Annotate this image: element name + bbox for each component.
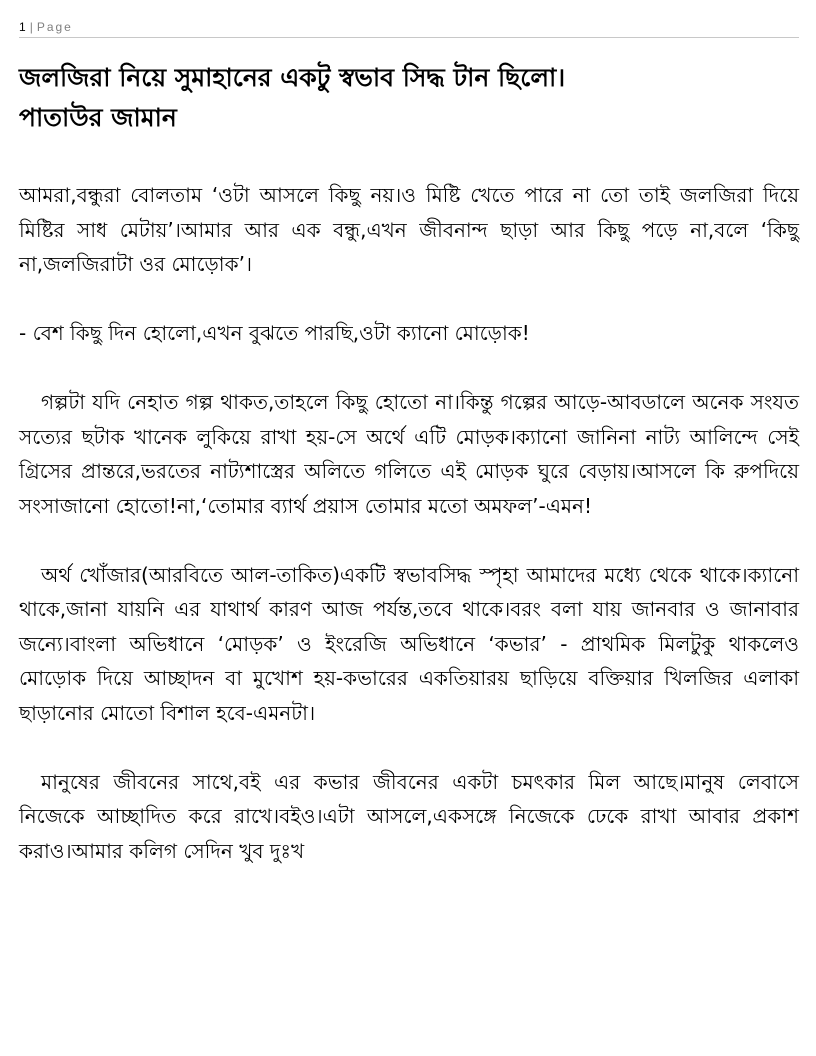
paragraph-1: আমরা,বন্ধুরা বোলতাম ‘ওটা আসলে কিছু নয়।ও মিষ্টি খেতে পারে না তো তাই জলজিরা দিয়ে মিষ্টির সাধ মেটায়’।আমার আর এক বন্ধু,এখন জীবনান্দ ছাড়া আর কিছু পড়ে না,বলে ‘কিছু না,জলজিরাটা ওর মোড়োক’। — [19, 183, 799, 276]
document-body — [19, 178, 799, 903]
paragraph-2: - বেশ কিছু দিন হোলো,এখন বুঝতে পারছি,ওটা ক্যানো মোড়োক! — [19, 321, 530, 345]
title-block — [19, 58, 799, 138]
page-header — [19, 19, 799, 38]
header-separator: | — [29, 20, 33, 34]
document-title: জলজিরা নিয়ে সুমাহানের একটু স্বভাব সিদ্ধ টান ছিলো। — [19, 63, 566, 92]
author-name: পাতাউর জামান — [19, 103, 177, 132]
page-label: Page — [36, 20, 73, 34]
paragraph-5: মানুষের জীবনের সাথে,বই এর কভার জীবনের একটা চমৎকার মিল আছে।মানুষ লেবাসে নিজেকে আচ্ছাদিত করে রাখে।বইও।এটা আসলে,একসঙ্গে নিজেকে ঢেকে রাখা আবার প্রকাশ করাও।আমার কলিগ সেদিন খুব দুঃখ — [19, 769, 799, 863]
paragraph-3: গল্পটা যদি নেহাত গল্প থাকত,তাহলে কিছু হোতো না।কিন্তু গল্পের আড়ে-আবডালে অনেক সংযত সত্যের ছটাক খানেক লুকিয়ে রাখা হয়-সে অর্থে এটি মোড়ক।ক্যানো জানিনা নাট্য আলিন্দে সেই গ্রিসের প্রান্তরে,ভরতের নাট্যশাস্ত্রের অলিতে গলিতে এই মোড়ক ঘুরে বেড়ায়।আসলে কি রুপদিয়ে সংসাজানো হোতো!না,‘তোমার ব্যার্থ প্রয়াস তোমার মতো অমফল’-এমন! — [19, 390, 799, 518]
page-number: 1 — [19, 20, 26, 34]
paragraph-4: অর্থ খোঁজার(আরবিতে আল-তাকিত)একটি স্বভাবসিদ্ধ স্পৃহা আমাদের মধ্যে থেকে থাকে।ক্যানো থাকে,জানা যায়নি এর যাথার্থ কারণ আজ পর্যন্ত,তবে থাকে।বরং বলা যায় জানবার ও জানাবার জন্যে।বাংলা অভিধানে ‘মোড়ক’ ও ইংরেজি অভিধানে ‘কভার’ - প্রাথমিক মিলটুকু থাকলেও মোড়োক দিয়ে আচ্ছাদন বা মুখোশ হয়-কভারের একতিয়ারয় ছাড়িয়ে বক্তিয়ার খিলজির এলাকা ছাড়ানোর মোতো বিশাল হবে-এমনটা। — [19, 562, 799, 725]
